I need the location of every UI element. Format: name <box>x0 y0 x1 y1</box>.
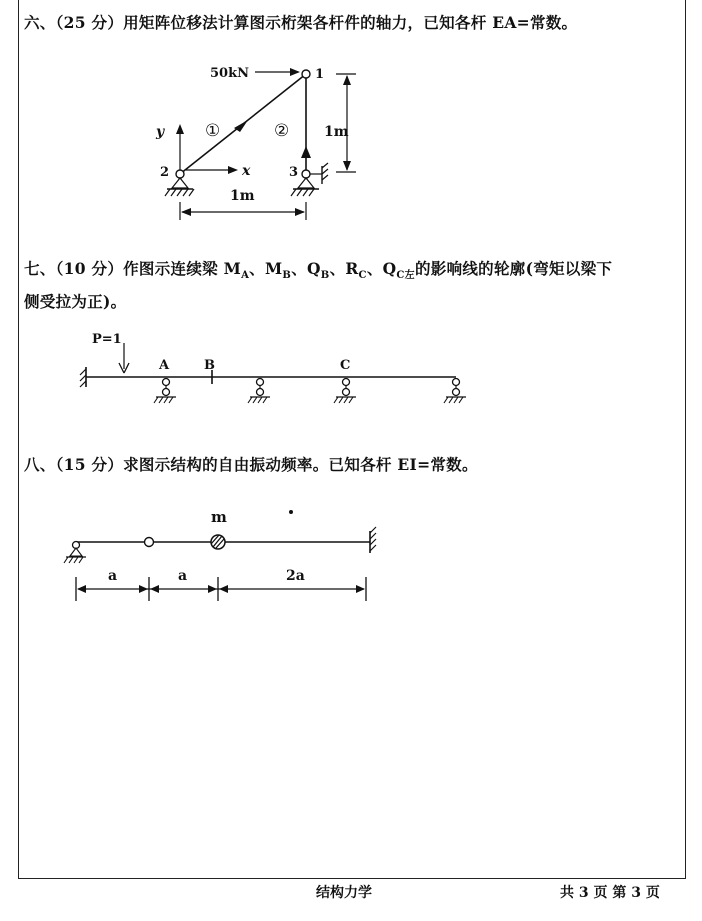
fixed-end-hatch <box>80 369 86 387</box>
node-2-pin-support <box>172 178 188 188</box>
label-c: C <box>340 358 351 373</box>
stray-dot <box>289 510 293 514</box>
vibration-structure-diagram <box>60 505 390 610</box>
question-7-sub-b: B <box>282 270 292 282</box>
label-b: B <box>204 358 215 373</box>
height-dim-arrow-top <box>343 75 351 85</box>
truss-diagram <box>150 58 380 228</box>
y-axis-arrow <box>176 124 184 134</box>
question-8-prefix: 八、（15 分） <box>24 455 124 474</box>
width-dim-arrow-right <box>295 208 305 216</box>
node-2-label: 2 <box>160 165 170 180</box>
question-7-line-2: 侧受拉为正)。 <box>24 292 127 312</box>
node-2-hatch <box>165 189 194 196</box>
support-c-top-pin <box>343 379 350 386</box>
node-3-side-hatch <box>322 163 328 180</box>
dim-3-label: 2a <box>286 568 305 584</box>
width-dim-arrow-left <box>181 208 191 216</box>
support-2-top-pin <box>257 379 264 386</box>
middle-hinge <box>145 538 154 547</box>
y-axis-label: y <box>156 124 165 140</box>
node-3 <box>302 170 310 178</box>
footer-page-number: 共 3 页 第 3 页 <box>560 885 660 901</box>
question-6 <box>24 10 674 36</box>
node-1-label: 1 <box>315 67 325 82</box>
support-a-top-pin <box>163 379 170 386</box>
node-1 <box>302 70 310 78</box>
right-fixed-hatch <box>370 527 376 551</box>
x-axis-arrow <box>228 166 238 174</box>
member-2-direction-arrow <box>301 146 311 158</box>
question-7-sub-c: B <box>320 270 330 282</box>
support-c-bottom-pin <box>343 389 350 396</box>
support-2-bottom-pin <box>257 389 264 396</box>
node-2 <box>176 170 184 178</box>
load-label: 50kN <box>210 66 249 81</box>
dim-2-label: a <box>178 568 188 584</box>
question-6-text: 用矩阵位移法计算图示桁架各杆件的轴力，已知各杆 EA=常数。 <box>123 13 578 32</box>
footer-subject: 结构力学 <box>316 885 372 901</box>
question-7-text-f: 的影响线的轮廓(弯矩以梁下 <box>414 259 613 278</box>
support-end-bottom-pin <box>453 389 460 396</box>
question-8 <box>24 452 669 478</box>
label-a: A <box>159 358 170 373</box>
x-axis-label: x <box>242 163 251 179</box>
question-7-text-c: 、Q <box>291 259 321 278</box>
question-8-text: 求图示结构的自由振动频率。已知各杆 EI=常数。 <box>123 455 478 474</box>
question-7-text-a: 作图示连续梁 M <box>123 259 242 278</box>
support-a-bottom-pin <box>163 389 170 396</box>
mass-label: m <box>211 508 227 526</box>
height-dim-arrow-bottom <box>343 161 351 171</box>
member-2-label: ② <box>274 121 290 141</box>
node-3-label: 3 <box>289 165 299 180</box>
height-dim-label: 1m <box>324 124 349 140</box>
load-arrow-head <box>290 68 300 76</box>
question-6-prefix: 六、（25 分） <box>24 13 124 32</box>
width-dim-label: 1m <box>230 188 255 204</box>
question-7-sub-d: C <box>358 270 367 282</box>
member-1-label: ① <box>205 121 221 141</box>
question-7-text-b: 、M <box>249 259 283 278</box>
question-7-sub-e: C左 <box>396 270 415 282</box>
dim-1-label: a <box>108 568 118 584</box>
question-7 <box>24 256 669 315</box>
question-7-sub-a: A <box>241 270 250 282</box>
support-2-hatch <box>248 397 267 403</box>
unit-load-label: P=1 <box>92 332 122 347</box>
support-c-hatch <box>334 397 353 403</box>
node-3-pin-support <box>298 178 314 188</box>
left-support-hatch <box>64 557 83 563</box>
left-support-triangle <box>70 548 82 556</box>
node-3-hatch <box>291 189 314 196</box>
question-7-text-e: 、Q <box>366 259 397 278</box>
continuous-beam-diagram <box>70 325 480 415</box>
support-end-hatch <box>444 397 463 403</box>
question-7-text-d: 、R <box>329 259 359 278</box>
support-a-hatch <box>154 397 173 403</box>
support-end-top-pin <box>453 379 460 386</box>
question-7-prefix: 七、（10 分） <box>24 259 124 278</box>
